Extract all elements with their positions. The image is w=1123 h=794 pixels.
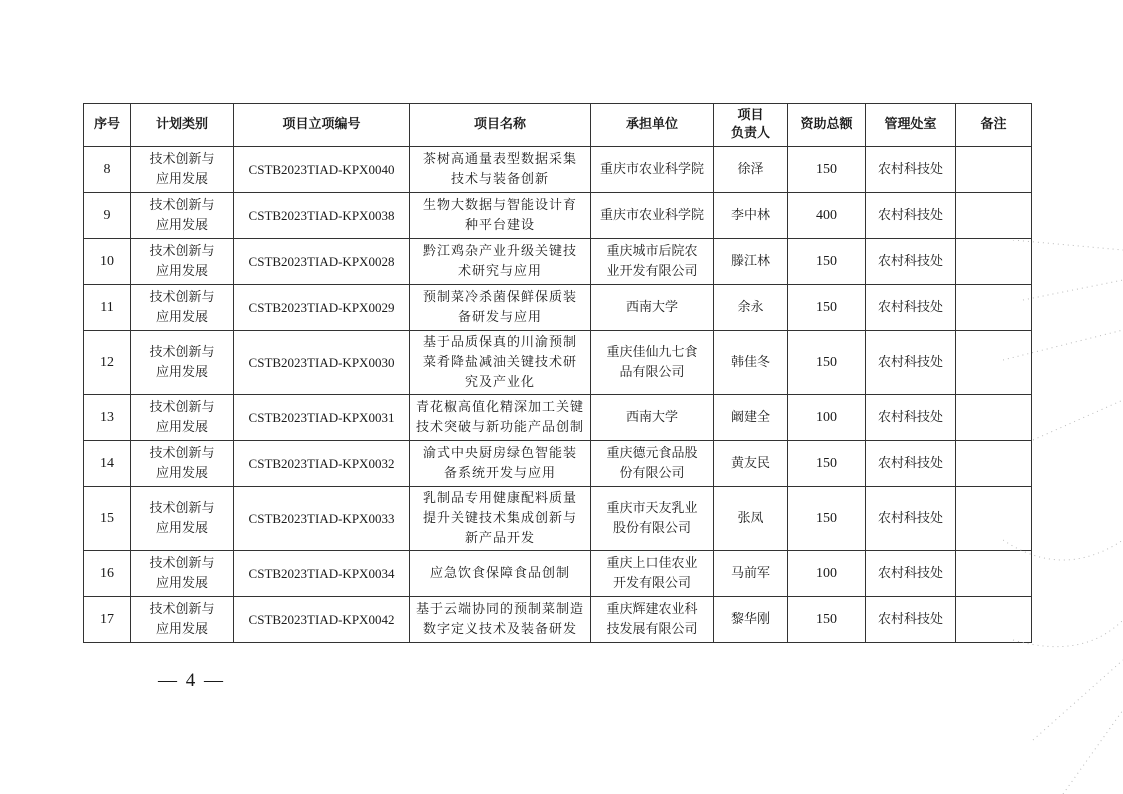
cell-office: 农村科技处 <box>866 551 956 597</box>
cell-funding: 150 <box>788 239 866 285</box>
cell-unit: 重庆市农业科学院 <box>591 147 714 193</box>
cell-funding: 150 <box>788 487 866 551</box>
cell-code: CSTB2023TIAD-KPX0042 <box>234 597 410 643</box>
cell-name: 渝式中央厨房绿色智能装 备系统开发与应用 <box>410 441 591 487</box>
cell-remark <box>956 331 1032 395</box>
header-code: 项目立项编号 <box>234 104 410 147</box>
cell-office: 农村科技处 <box>866 487 956 551</box>
cell-leader: 马前军 <box>714 551 788 597</box>
cell-remark <box>956 285 1032 331</box>
cell-name: 生物大数据与智能设计育 种平台建设 <box>410 193 591 239</box>
cell-code: CSTB2023TIAD-KPX0032 <box>234 441 410 487</box>
cell-code: CSTB2023TIAD-KPX0031 <box>234 395 410 441</box>
table-row <box>84 331 1032 395</box>
cell-seq: 16 <box>84 551 131 597</box>
cell-seq: 8 <box>84 147 131 193</box>
cell-name: 茶树高通量表型数据采集 技术与装备创新 <box>410 147 591 193</box>
table-row <box>84 487 1032 551</box>
header-unit: 承担单位 <box>591 104 714 147</box>
cell-leader: 黎华刚 <box>714 597 788 643</box>
table-header-row <box>84 104 1032 147</box>
cell-category: 技术创新与 应用发展 <box>131 147 234 193</box>
cell-remark <box>956 193 1032 239</box>
cell-leader: 滕江林 <box>714 239 788 285</box>
cell-category: 技术创新与 应用发展 <box>131 285 234 331</box>
cell-leader: 张凤 <box>714 487 788 551</box>
cell-seq: 14 <box>84 441 131 487</box>
cell-unit: 重庆上口佳农业 开发有限公司 <box>591 551 714 597</box>
cell-code: CSTB2023TIAD-KPX0029 <box>234 285 410 331</box>
cell-category: 技术创新与 应用发展 <box>131 331 234 395</box>
cell-funding: 150 <box>788 285 866 331</box>
cell-name: 黔江鸡杂产业升级关键技 术研究与应用 <box>410 239 591 285</box>
cell-office: 农村科技处 <box>866 147 956 193</box>
cell-category: 技术创新与 应用发展 <box>131 395 234 441</box>
cell-unit: 重庆城市后院农 业开发有限公司 <box>591 239 714 285</box>
cell-remark <box>956 487 1032 551</box>
cell-seq: 10 <box>84 239 131 285</box>
cell-remark <box>956 395 1032 441</box>
cell-name: 预制菜冷杀菌保鲜保质装 备研发与应用 <box>410 285 591 331</box>
cell-seq: 15 <box>84 487 131 551</box>
cell-funding: 150 <box>788 441 866 487</box>
cell-remark <box>956 551 1032 597</box>
header-seq: 序号 <box>84 104 131 147</box>
cell-office: 农村科技处 <box>866 331 956 395</box>
table-row <box>84 597 1032 643</box>
table-body <box>84 147 1032 643</box>
cell-office: 农村科技处 <box>866 441 956 487</box>
cell-category: 技术创新与 应用发展 <box>131 487 234 551</box>
cell-unit: 重庆辉建农业科 技发展有限公司 <box>591 597 714 643</box>
table-row <box>84 551 1032 597</box>
cell-leader: 韩佳冬 <box>714 331 788 395</box>
cell-code: CSTB2023TIAD-KPX0030 <box>234 331 410 395</box>
cell-remark <box>956 597 1032 643</box>
cell-unit: 重庆市天友乳业 股份有限公司 <box>591 487 714 551</box>
cell-code: CSTB2023TIAD-KPX0040 <box>234 147 410 193</box>
cell-funding: 150 <box>788 331 866 395</box>
header-office: 管理处室 <box>866 104 956 147</box>
table-row <box>84 395 1032 441</box>
cell-category: 技术创新与 应用发展 <box>131 597 234 643</box>
cell-name: 应急饮食保障食品创制 <box>410 551 591 597</box>
cell-code: CSTB2023TIAD-KPX0038 <box>234 193 410 239</box>
page-number: — 4 — <box>158 670 225 691</box>
cell-leader: 阚建全 <box>714 395 788 441</box>
cell-unit: 重庆市农业科学院 <box>591 193 714 239</box>
cell-seq: 17 <box>84 597 131 643</box>
header-leader: 项目 负责人 <box>714 104 788 147</box>
cell-remark <box>956 147 1032 193</box>
cell-category: 技术创新与 应用发展 <box>131 193 234 239</box>
cell-name: 乳制品专用健康配料质量 提升关键技术集成创新与 新产品开发 <box>410 487 591 551</box>
cell-name: 基于品质保真的川渝预制 菜肴降盐减油关键技术研 究及产业化 <box>410 331 591 395</box>
cell-leader: 徐泽 <box>714 147 788 193</box>
table-row <box>84 193 1032 239</box>
table-row <box>84 147 1032 193</box>
cell-office: 农村科技处 <box>866 597 956 643</box>
header-funding: 资助总额 <box>788 104 866 147</box>
cell-category: 技术创新与 应用发展 <box>131 239 234 285</box>
project-table <box>83 103 1032 643</box>
cell-remark <box>956 239 1032 285</box>
cell-office: 农村科技处 <box>866 239 956 285</box>
table-row <box>84 239 1032 285</box>
cell-seq: 11 <box>84 285 131 331</box>
header-category: 计划类别 <box>131 104 234 147</box>
cell-name: 基于云端协同的预制菜制造 数字定义技术及装备研发 <box>410 597 591 643</box>
table-row <box>84 285 1032 331</box>
cell-funding: 150 <box>788 147 866 193</box>
header-remark: 备注 <box>956 104 1032 147</box>
cell-office: 农村科技处 <box>866 193 956 239</box>
cell-funding: 150 <box>788 597 866 643</box>
cell-leader: 黄友民 <box>714 441 788 487</box>
cell-funding: 100 <box>788 395 866 441</box>
cell-code: CSTB2023TIAD-KPX0028 <box>234 239 410 285</box>
header-name: 项目名称 <box>410 104 591 147</box>
cell-name: 青花椒高值化精深加工关键 技术突破与新功能产品创制 <box>410 395 591 441</box>
cell-leader: 余永 <box>714 285 788 331</box>
cell-funding: 100 <box>788 551 866 597</box>
cell-office: 农村科技处 <box>866 285 956 331</box>
cell-unit: 西南大学 <box>591 285 714 331</box>
cell-unit: 重庆佳仙九七食 品有限公司 <box>591 331 714 395</box>
cell-leader: 李中林 <box>714 193 788 239</box>
cell-seq: 13 <box>84 395 131 441</box>
cell-funding: 400 <box>788 193 866 239</box>
cell-seq: 9 <box>84 193 131 239</box>
cell-code: CSTB2023TIAD-KPX0034 <box>234 551 410 597</box>
cell-remark <box>956 441 1032 487</box>
cell-office: 农村科技处 <box>866 395 956 441</box>
cell-category: 技术创新与 应用发展 <box>131 441 234 487</box>
cell-unit: 西南大学 <box>591 395 714 441</box>
cell-category: 技术创新与 应用发展 <box>131 551 234 597</box>
cell-code: CSTB2023TIAD-KPX0033 <box>234 487 410 551</box>
table-row <box>84 441 1032 487</box>
cell-seq: 12 <box>84 331 131 395</box>
cell-unit: 重庆德元食品股 份有限公司 <box>591 441 714 487</box>
